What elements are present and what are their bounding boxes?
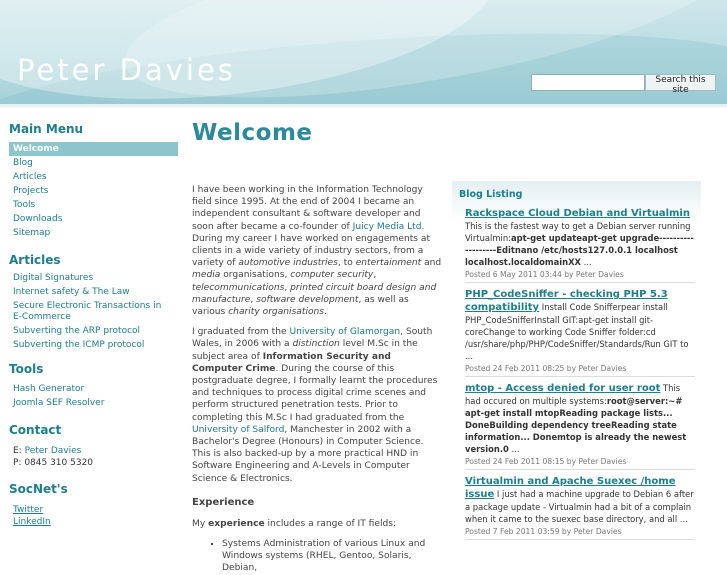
article-link[interactable]: Secure Electronic Transactions in E-Commerce	[13, 301, 162, 322]
menu-item-articles[interactable]	[9, 170, 178, 184]
menu-item-sitemap[interactable]	[9, 226, 178, 240]
post-body	[465, 207, 695, 268]
text: root@server:~# apt-get install mtopReading package lists... DoneBuilding dependency treeReading state information... Donemtop is already the newest version.0	[465, 396, 687, 454]
text: apt-get updateapt-get upgrade-------------------Editnano /etc/hosts127.0.0.1 localhost localhost.localdomainXX	[465, 233, 694, 267]
text: ,	[284, 282, 291, 293]
text: computer security	[290, 270, 374, 281]
menu-link-sitemap[interactable]: Sitemap	[13, 228, 51, 238]
article-item[interactable]	[9, 301, 178, 323]
text: . During my career I have worked on engagements at clients in a wide variety of industry sectors, from a variety of	[192, 221, 431, 269]
menu-link-blog[interactable]: Blog	[13, 158, 33, 168]
site-header	[0, 0, 727, 104]
text: telecommunications	[192, 282, 285, 293]
salford-link[interactable]: University of Salford	[192, 424, 285, 435]
text: , to	[337, 258, 356, 269]
experience-paragraph	[192, 518, 442, 530]
text: software development	[256, 294, 359, 305]
text: , Manchester in 2002 with a Bachelor's Degree (Honours) in Computer Science. This is also backed-up by a more practical HND in Software Engineering and A-Levels in Computer Science & Electronics.	[192, 424, 424, 484]
intro-paragraph	[192, 184, 442, 318]
tools-section	[9, 362, 178, 410]
articles-heading: Articles	[9, 253, 61, 267]
blog-listing-heading: Blog Listing	[459, 189, 523, 200]
contact-email-prefix: E:	[13, 446, 25, 456]
post-title-link[interactable]: mtop - Access denied for user root	[465, 383, 661, 394]
menu-link-downloads[interactable]: Downloads	[13, 214, 63, 224]
post-body	[465, 288, 695, 362]
blog-post	[452, 288, 701, 377]
article-link[interactable]: Digital Signatures	[13, 273, 94, 283]
tools-list	[9, 382, 178, 410]
twitter-link[interactable]: Twitter	[13, 505, 44, 515]
socnet-section	[9, 482, 178, 528]
blog-post	[452, 475, 701, 540]
experience-item: ▪ Systems Administration of various Linux and Windows systems (RHEL, Gentoo, Solaris, Debian,	[222, 538, 442, 575]
text: charity organisations	[228, 307, 325, 318]
contact-phone: P: 0845 310 5320	[13, 458, 94, 468]
tool-item[interactable]	[9, 396, 178, 410]
menu-link-articles[interactable]: Articles	[13, 172, 47, 182]
text: includes a range of IT fields:	[264, 518, 397, 529]
article-link[interactable]: Subverting the ARP protocol	[13, 326, 141, 336]
article-link[interactable]: Internet safety & The Law	[13, 287, 130, 297]
main-content	[192, 120, 442, 575]
tool-item[interactable]	[9, 382, 178, 396]
contact-section	[9, 423, 178, 469]
menu-link-projects[interactable]: Projects	[13, 186, 49, 196]
menu-item-tools[interactable]	[9, 198, 178, 212]
text: entertainment	[355, 258, 422, 269]
text: media	[192, 270, 221, 281]
experience-heading: Experience	[192, 496, 255, 508]
site-title[interactable]: Peter Davies	[17, 53, 236, 87]
text: I have been working in the Information Technology field since 1995. At the end of 2004 I became an independent consultant & software developer and soon after became a co-founder of	[192, 185, 423, 232]
text: automotive industries	[238, 258, 338, 269]
blog-post	[452, 207, 701, 283]
socnet-twitter[interactable]	[9, 504, 178, 516]
text: Install Code Snifferpear install PHP_CodeSnifferInstall GIT:apt-get install git-coreChange to working Code Sniffer folder:cd /usr/share/php/PHP/CodeSniffer/Standards/Run GIT to ...	[465, 302, 689, 361]
text: ...	[580, 257, 592, 267]
contact-email-link[interactable]: Peter Davies	[24, 446, 82, 456]
text: ,	[250, 294, 257, 305]
text: printed circuit board design and manufacture	[192, 282, 437, 305]
header-divider	[0, 104, 727, 107]
tool-link[interactable]: Joomla SEF Resolver	[13, 398, 105, 408]
articles-section	[9, 253, 178, 351]
education-paragraph	[192, 326, 442, 485]
text: and	[421, 258, 442, 269]
contact-email	[9, 445, 178, 457]
text: , South Wales, in 2006 with a	[192, 327, 433, 350]
article-item[interactable]	[9, 340, 178, 351]
text: ...	[508, 444, 520, 454]
linkedin-link[interactable]: LinkedIn	[13, 517, 51, 527]
text: distinction	[292, 339, 340, 350]
text: I just had a machine upgrade to Debian 6 after a package update - Virtualmin had a bit of a complain when it came to the suexec base directory, and all ...	[465, 489, 694, 524]
blog-post	[452, 382, 701, 470]
text: experience	[208, 518, 265, 529]
article-item[interactable]	[9, 287, 178, 298]
main-menu-heading: Main Menu	[9, 122, 84, 136]
text: Information Security and Computer Crime	[192, 351, 391, 374]
blog-listing	[452, 181, 701, 545]
search-input[interactable]	[531, 74, 645, 91]
post-meta: Posted 6 May 2011 03:44 by Peter Davies	[465, 269, 695, 283]
post-title-link[interactable]: Virtualmin and Apache Suexec /home issue	[465, 476, 676, 500]
main-menu	[9, 142, 178, 240]
post-body	[465, 475, 695, 525]
contact-heading: Contact	[9, 423, 62, 437]
text: ,	[373, 270, 377, 281]
text: This is the fastest way to get a Debian server running Virtualmin:	[465, 221, 691, 243]
socnet-heading: SocNet's	[9, 482, 68, 496]
tool-link[interactable]: Hash Generator	[13, 384, 85, 394]
articles-list	[9, 273, 178, 351]
juicy-media-link[interactable]: Juicy Media Ltd	[352, 221, 422, 232]
spacer	[192, 146, 442, 184]
post-body	[465, 382, 695, 455]
search-button[interactable]: Search this site	[645, 74, 716, 91]
tools-heading: Tools	[9, 362, 44, 376]
post-title-link[interactable]: PHP_CodeSniffer - checking PHP 5.3 compatibility	[465, 289, 668, 313]
text: organisations,	[220, 270, 291, 281]
text: , as well as various	[192, 294, 409, 318]
article-item[interactable]	[9, 273, 178, 284]
text: My	[192, 518, 209, 529]
glamorgan-link[interactable]: University of Glamorgan	[289, 327, 401, 338]
article-link[interactable]: Subverting the ICMP protocol	[13, 340, 145, 350]
menu-item-downloads[interactable]	[9, 212, 178, 226]
sidebar	[9, 122, 178, 528]
menu-item-projects[interactable]	[9, 184, 178, 198]
post-title-link[interactable]: Rackspace Cloud Debian and Virtualmin	[465, 208, 690, 219]
menu-link-tools[interactable]: Tools	[13, 200, 36, 210]
article-item[interactable]	[9, 326, 178, 337]
text: level M.Sc in the subject area of	[192, 339, 418, 362]
socnet-linkedin[interactable]	[9, 516, 178, 528]
text: I graduated from the	[192, 327, 290, 338]
text: . During the course of this postgraduate degree, I formally learnt the procedures and techniques to process digital crime scenes and perform structured penetration tests. Prior to completing this M.Sc I had graduated from the	[192, 363, 438, 423]
experience-list	[192, 538, 442, 575]
post-meta: Posted 24 Feb 2011 08:15 by Peter Davies	[465, 456, 695, 470]
page-title: Welcome	[192, 120, 313, 146]
menu-item-welcome[interactable]: Welcome	[9, 142, 178, 156]
text: This had occured on multiple systems:	[465, 383, 681, 406]
post-meta: Posted 24 Feb 2011 08:25 by Peter Davies	[465, 363, 695, 377]
menu-item-blog[interactable]	[9, 156, 178, 170]
post-meta: Posted 7 Feb 2011 03:59 by Peter Davies	[465, 526, 695, 540]
text: .	[324, 307, 327, 318]
